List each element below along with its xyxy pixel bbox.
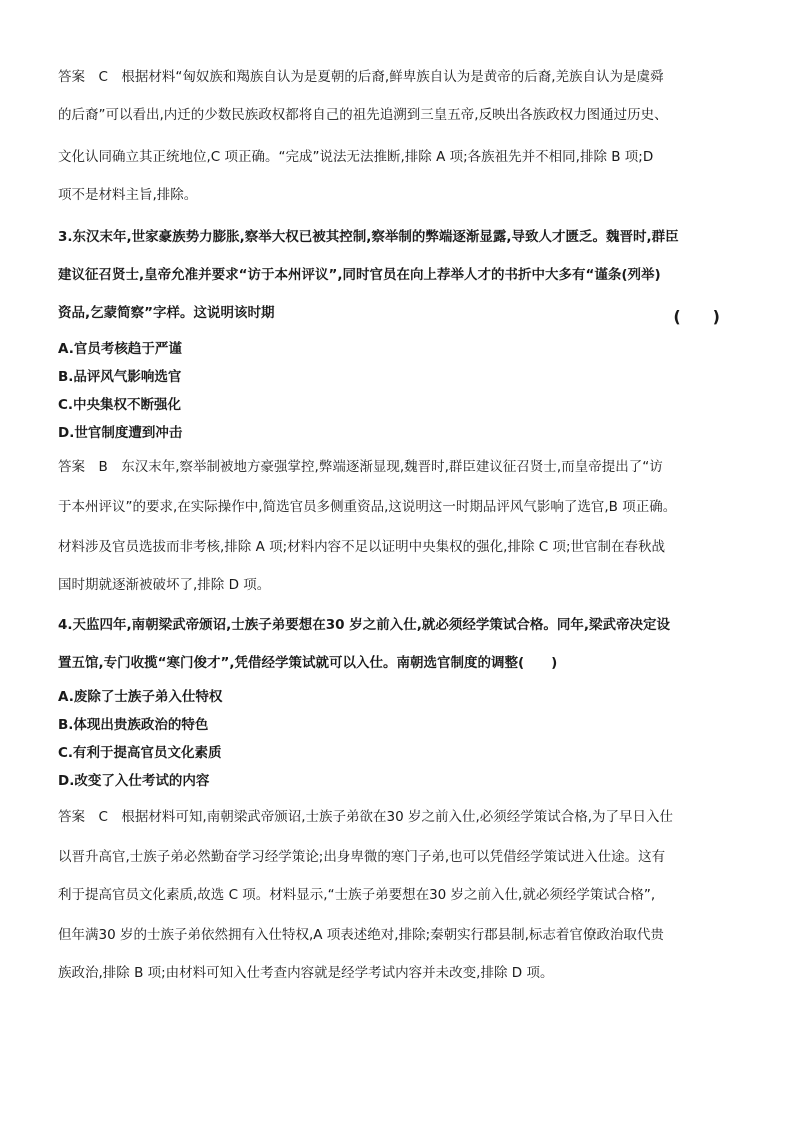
question-3-option-d: D.世官制度遭到冲击 bbox=[58, 425, 183, 441]
answer-3-line-2: 于本州评议”的要求,在实际操作中,简选官员多侧重资品,这说明这一时期品评风气影响了选官,B 项正确。 bbox=[58, 499, 677, 515]
text-line-1: 答案 C 根据材料“匈奴族和羯族自认为是夏朝的后裔,鲜卑族自认为是黄帝的后裔,羌族自认为是虞舜 bbox=[58, 69, 664, 85]
answer-3-line-3: 材料涉及官员选拔而非考核,排除 A 项;材料内容不足以证明中央集权的强化,排除 C 项;世官制在春秋战 bbox=[58, 539, 666, 555]
question-3-answer-blank: ( ) bbox=[673, 307, 720, 326]
answer-4-line-1: 答案 C 根据材料可知,南朝梁武帝颁诏,士族子弟欲在30 岁之前入仕,必须经学策试合格,为了早日入仕 bbox=[58, 809, 674, 825]
text-line-3: 文化认同确立其正统地位,C 项正确。“完成”说法无法推断,排除 A 项;各族祖先并不相同,排除 B 项;D bbox=[58, 149, 654, 165]
answer-3-line-1: 答案 B 东汉末年,察举制被地方豪强掌控,弊端逐渐显现,魏晋时,群臣建议征召贤士,而皇帝提出了“访 bbox=[58, 459, 663, 475]
question-4-line-1: 4.天监四年,南朝梁武帝颁诏,士族子弟要想在30 岁之前入仕,就必须经学策试合格。同年,梁武帝决定设 bbox=[58, 617, 671, 633]
question-4-option-d: D.改变了入仕考试的内容 bbox=[58, 773, 210, 789]
question-4-option-b: B.体现出贵族政治的特色 bbox=[58, 717, 209, 733]
question-3-option-a: A.官员考核趋于严谨 bbox=[58, 341, 182, 357]
answer-4-line-3: 利于提高官员文化素质,故选 C 项。材料显示,“士族子弟要想在30 岁之前入仕,就必须经学策试合格”, bbox=[58, 887, 656, 903]
answer-4-line-4: 但年满30 岁的士族子弟依然拥有入仕特权,A 项表述绝对,排除;秦朝实行郡县制,标志着官僚政治取代贵 bbox=[58, 927, 664, 943]
question-3-line-1: 3.东汉末年,世家豪族势力膨胀,察举大权已被其控制,察举制的弊端逐渐显露,导致人才匮乏。魏晋时,群臣 bbox=[58, 229, 679, 245]
question-4-option-c: C.有利于提高官员文化素质 bbox=[58, 745, 222, 761]
question-3-option-b: B.品评风气影响选官 bbox=[58, 369, 182, 385]
answer-3-line-4: 国时期就逐渐被破坏了,排除 D 项。 bbox=[58, 577, 271, 593]
answer-4-line-2: 以晋升高官,士族子弟必然勤奋学习经学策论;出身卑微的寒门子弟,也可以凭借经学策试进入仕途。这有 bbox=[58, 849, 666, 865]
question-3-option-c: C.中央集权不断强化 bbox=[58, 397, 182, 413]
text-line-2: 的后裔”可以看出,内迁的少数民族政权都将自己的祖先追溯到三皇五帝,反映出各族政权力图通过历史、 bbox=[58, 107, 668, 123]
question-3-line-2: 建议征召贤士,皇帝允准并要求“访于本州评议”,同时官员在向上荐举人才的书折中大多有“谨条(列举) bbox=[58, 267, 661, 283]
question-4-option-a: A.废除了士族子弟入仕特权 bbox=[58, 689, 223, 705]
question-3-line-3: 资品,乞蒙简察”字样。这说明该时期 bbox=[58, 305, 275, 321]
text-line-4: 项不是材料主旨,排除。 bbox=[58, 187, 198, 203]
answer-4-line-5: 族政治,排除 B 项;由材料可知入仕考查内容就是经学考试内容并未改变,排除 D 项。 bbox=[58, 965, 554, 981]
question-4-line-2: 置五馆,专门收揽“寒门俊才”,凭借经学策试就可以入仕。南朝选官制度的调整( ) bbox=[58, 655, 558, 671]
